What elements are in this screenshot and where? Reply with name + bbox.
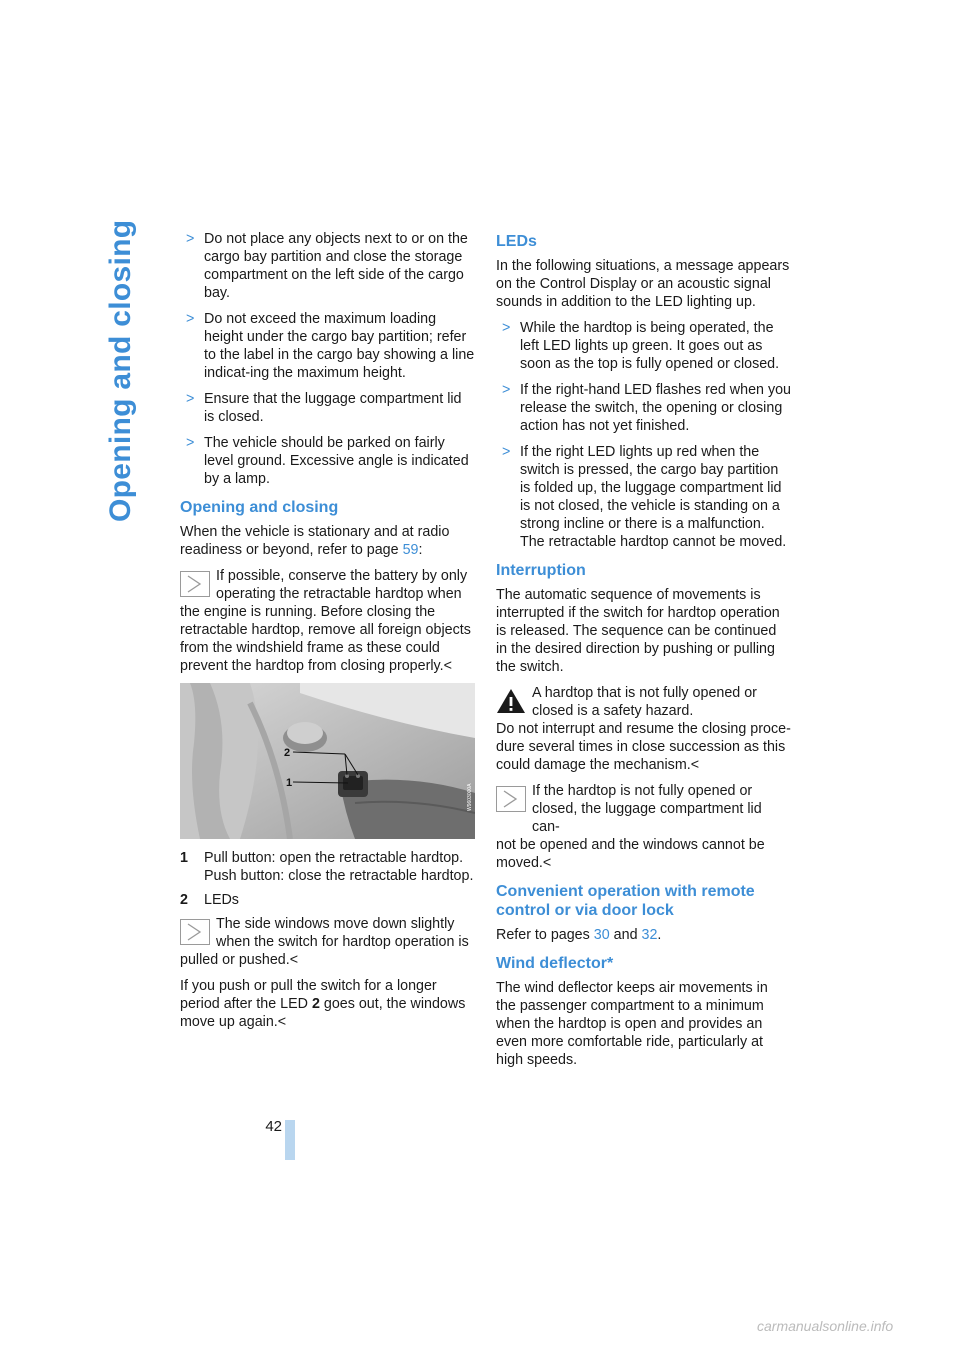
leds-paragraph: In the following situations, a message appears on the Control Display or an acoustic signal sounds in addition to the LED lighting up. (496, 258, 790, 310)
section-heading-wind: Wind deflector* (496, 955, 614, 972)
photo-code: W9603000A (467, 783, 473, 811)
list-item: > While the hardtop is being operated, the left LED lights up green. It goes out as soon as the top is fully opened or closed. (502, 320, 780, 372)
section-heading-opening: Opening and closing (180, 499, 339, 516)
list-item: > Do not exceed the maximum loading height under the cargo bay partition; refer to the label in the cargo bay showing a line indicat-ing the maximum height. (186, 311, 475, 381)
opening-paragraph: When the vehicle is stationary and at radio readiness or beyond, refer to page 59: (180, 524, 450, 558)
convenient-paragraph: Refer to pages 30 and 32. (496, 927, 662, 943)
note-icon (180, 919, 210, 945)
callout-item-2: 2 LEDs (180, 892, 239, 908)
warning-icon (496, 688, 526, 714)
note-icon (180, 571, 210, 597)
page-link-59[interactable]: 59 (402, 542, 419, 558)
page-link-32[interactable]: 32 (641, 927, 658, 943)
warning-hazard: A hardtop that is not fully opened or closed is a safety hazard. Do not interrupt and resume the closing proce-dure several times in close succession as this could damage the mechanism.< (496, 685, 791, 773)
page-number: 42 (265, 1118, 282, 1135)
list-item: > If the right LED lights up red when the switch is pressed, the cargo bay partition is folded up, the luggage compartment lid is not closed, the vehicle is standing on a strong incline or there is a malfunction. The retractable hardtop cannot be moved. (502, 444, 787, 550)
section-heading-convenient: Convenient operation with remote control or via door lock (496, 883, 755, 919)
right-column (496, 230, 791, 1077)
list-item: > The vehicle should be parked on fairly level ground. Excessive angle is indicated by a lamp. (186, 435, 469, 487)
note-icon (496, 786, 526, 812)
left-column (180, 230, 475, 1039)
callout-item-1: 1 Pull button: open the retractable hardtop. Push button: close the retractable hardtop. (180, 850, 474, 884)
photo-label-2: 2 (284, 747, 291, 759)
watermark: carmanualsonline.info (757, 1318, 894, 1334)
note-windows: The side windows move down slightly when the switch for hardtop operation is pulled or pushed.< (180, 916, 469, 968)
section-heading-interruption: Interruption (496, 562, 586, 579)
list-item: > If the right-hand LED flashes red when you release the switch, the opening or closing action has not yet finished. (502, 382, 792, 434)
note-battery: If possible, conserve the battery by only operating the retractable hardtop when the engine is running. Before closing the retractable hardtop, remove all foreign objects from the windshield frame as these could prevent the hardtop from closing properly.< (180, 568, 471, 674)
wind-paragraph: The wind deflector keeps air movements in the passenger compartment to a minimum when the hardtop is open and provides an even more comfortable ride, particularly at high speeds. (496, 980, 768, 1068)
interruption-paragraph: The automatic sequence of movements is interrupted if the switch for hardtop operation is released. The sequence can be continued in the desired direction by pushing or pulling the switch. (496, 587, 780, 675)
led-paragraph: If you push or pull the switch for a longer period after the LED 2 goes out, the windows move up again.< (180, 978, 466, 1030)
hardtop-switch-photo (180, 683, 475, 839)
chapter-side-title: Opening and closing (104, 219, 137, 522)
photo-label-1: 1 (286, 777, 293, 789)
section-heading-leds: LEDs (496, 233, 537, 250)
list-item: > Do not place any objects next to or on the cargo bay partition and close the storage compartment on the left side of the cargo bay. (186, 231, 468, 301)
page-link-30[interactable]: 30 (593, 927, 610, 943)
note-lid: If the hardtop is not fully opened or closed, the luggage compartment lid can- not be opened and the windows cannot be moved.< (496, 783, 765, 871)
page-number-bar (285, 1120, 295, 1160)
list-item: > Ensure that the luggage compartment lid is closed. (186, 391, 462, 425)
